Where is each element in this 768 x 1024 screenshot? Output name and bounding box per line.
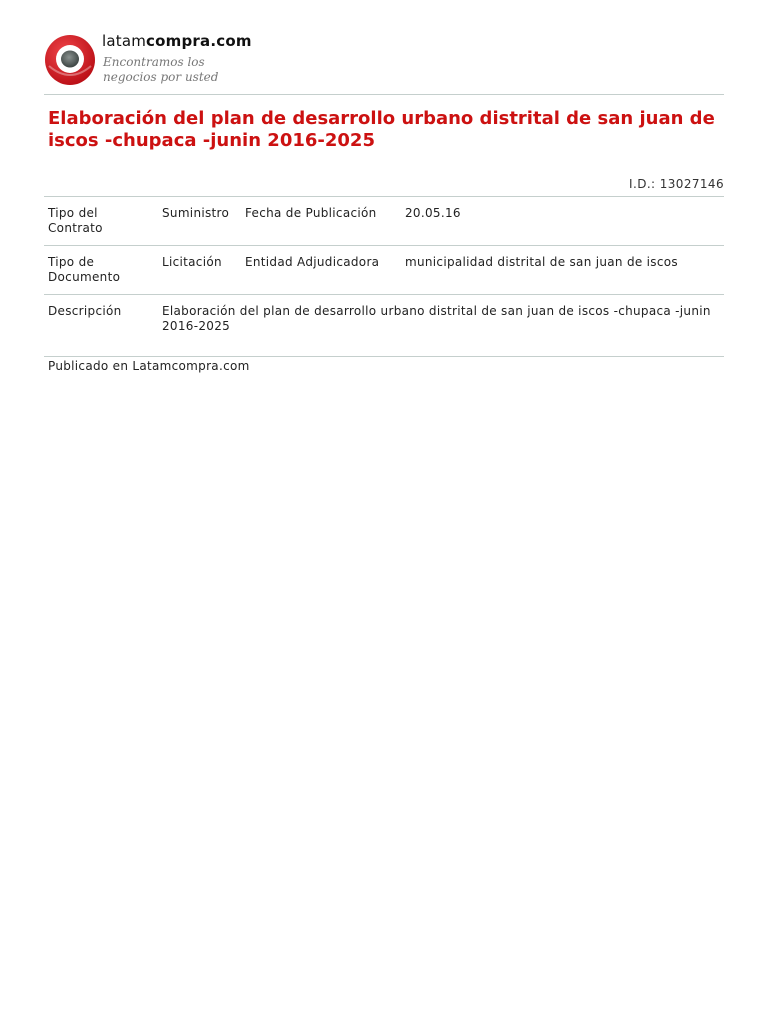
document-id — [629, 177, 724, 191]
document-id-label: I.D.: — [629, 177, 656, 191]
description-value: Elaboración del plan de desarrollo urbano distrital de san juan de iscos -chupaca -junin 2016-2025 — [162, 304, 711, 333]
brand-name-bold: compra.com — [146, 32, 252, 50]
brand-name-light: latam — [102, 32, 147, 50]
contract-type-value: Suministro — [162, 206, 230, 220]
document-type-value: Licitación — [162, 255, 222, 269]
table-row — [44, 197, 724, 246]
publication-date-label: Fecha de Publicación — [245, 206, 377, 220]
published-on-footer: Publicado en Latamcompra.com — [48, 359, 250, 373]
publication-date-value: 20.05.16 — [405, 206, 461, 220]
document-title: Elaboración del plan de desarrollo urbano distrital de san juan de iscos -chupaca -junin 2016-2025 — [48, 108, 715, 151]
tagline-line-1: Encontramos los — [103, 55, 205, 69]
awarding-entity-value: municipalidad distrital de san juan de iscos — [405, 255, 678, 269]
brand-tagline — [103, 55, 263, 85]
tagline-line-2: negocios por usted — [103, 70, 219, 84]
contract-type-label: Tipo del Contrato — [48, 206, 103, 235]
description-label: Descripción — [48, 304, 122, 318]
details-table — [44, 196, 724, 357]
table-row — [44, 295, 724, 357]
site-header — [44, 32, 344, 88]
header-divider — [44, 94, 724, 95]
latamcompra-logo-icon — [44, 34, 96, 86]
document-type-label: Tipo de Documento — [48, 255, 121, 284]
document-id-value: 13027146 — [659, 177, 724, 191]
brand-name — [102, 32, 252, 50]
awarding-entity-label: Entidad Adjudicadora — [245, 255, 380, 269]
table-row — [44, 246, 724, 295]
